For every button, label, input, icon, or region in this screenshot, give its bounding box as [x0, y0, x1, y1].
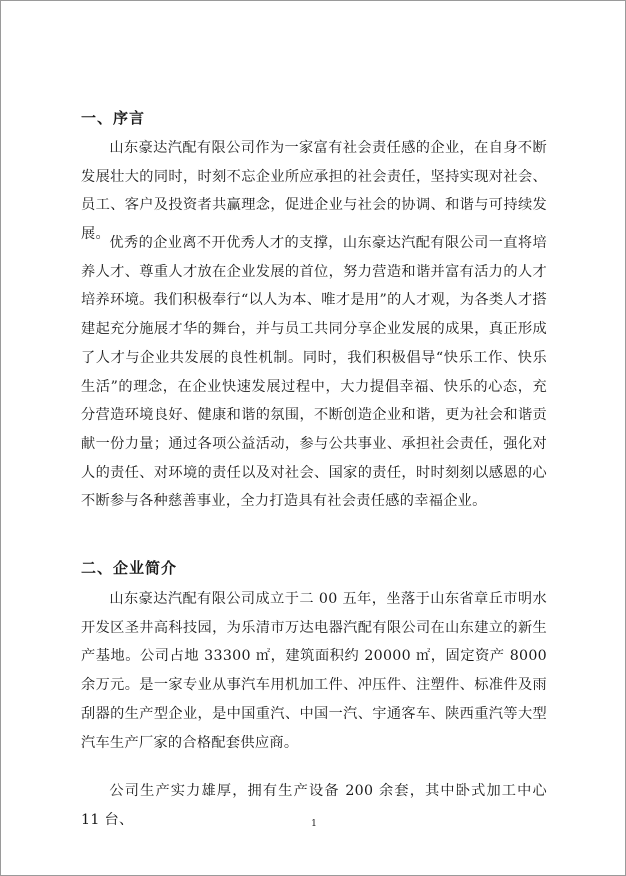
company-profile-paragraph-2: 公司生产实力雄厚，拥有生产设备 200 余套，其中卧式加工中心 11 台、	[81, 783, 547, 828]
section-heading-company-profile: 二、企业简介	[81, 559, 178, 577]
company-profile-paragraph-1: 山东豪达汽配有限公司成立于二 00 五年，坐落于山东省章丘市明水开发区圣井高科技园，为乐清市万达电器汽配有限公司在山东建立的新生产基地。公司占地 33300 ㎡，建筑面积约 20000 ㎡，固定资产 8000 余万元。是一家专业从事汽车用机加工件、冲压件、注塑件、标准件及雨刮器的生产型企业，是中国重汽、中国一汽、宇通客车、陕西重汽等大型汽车生产厂家的合格配套供应商。	[81, 591, 547, 751]
section-heading-preface: 一、序言	[81, 109, 146, 127]
preface-paragraph-1: 山东豪达汽配有限公司作为一家富有社会责任感的企业，在自身不断发展壮大的同时，时刻不忘企业所应承担的社会责任，坚持实现对社会、员工、客户及投资者共赢理念，促进企业与社会的协调、和谐与可持续发展。	[81, 140, 547, 243]
preface-paragraph-2: 优秀的企业离不开优秀人才的支撑，山东豪达汽配有限公司一直将培养人才、尊重人才放在企业发展的首位，努力营造和谐并富有活力的人才培养环境。我们积极奉行“以人为本、唯才是用”的人才观，为各类人才搭建起充分施展才华的舞台，并与员工共同分享企业发展的成果，真正形成了人才与企业共发展的良性机制。同时，我们积极倡导“快乐工作、快乐生活”的理念，在企业快速发展过程中，大力提倡幸福、快乐的心态，充分营造环境良好、健康和谐的氛围，不断创造企业和谐，更为社会和谐贡献一份力量；通过各项公益活动，参与公共事业、承担社会责任，强化对人的责任、对环境的责任以及对社会、国家的责任，时时刻刻以感恩的心不断参与各种慈善事业，全力打造具有社会责任感的幸福企业。	[81, 235, 547, 510]
page-number: 1	[311, 819, 317, 829]
